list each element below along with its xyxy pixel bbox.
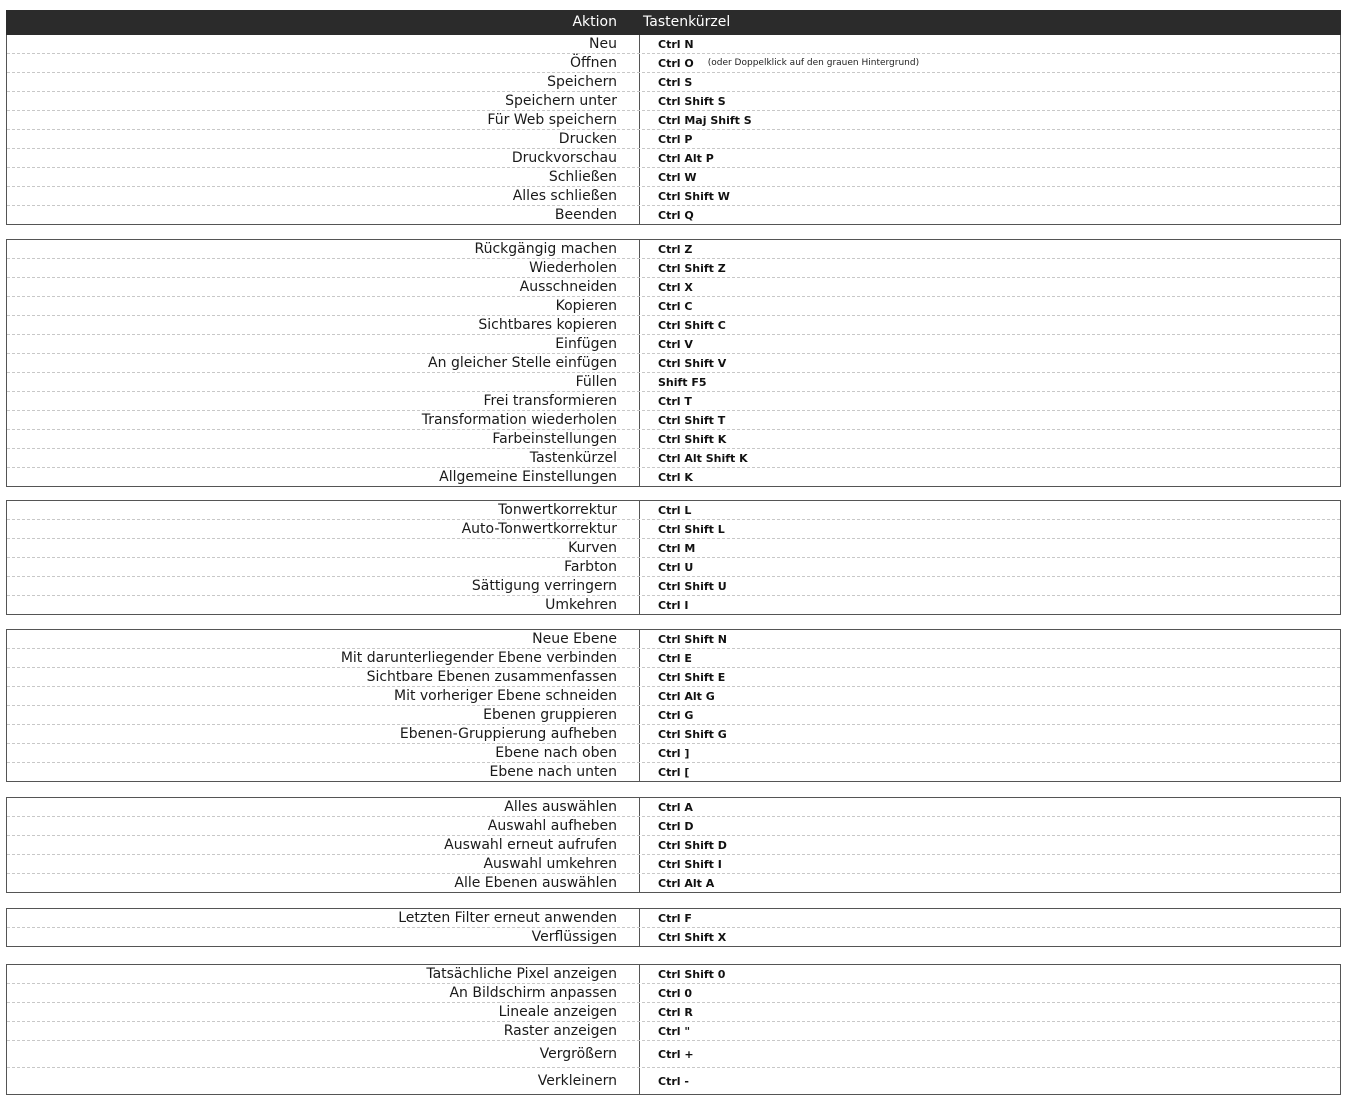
shortcut-keys: Ctrl O bbox=[658, 56, 694, 70]
shortcut-keys: Ctrl Shift V bbox=[658, 356, 727, 370]
table-row bbox=[7, 668, 1340, 687]
action-cell: Letzten Filter erneut anwenden bbox=[7, 909, 640, 927]
shortcut-cell bbox=[640, 798, 693, 816]
shortcut-cell bbox=[640, 668, 725, 686]
shortcut-keys: Ctrl L bbox=[658, 503, 692, 517]
table-row bbox=[7, 744, 1340, 763]
table-row bbox=[7, 687, 1340, 706]
shortcut-keys: Ctrl M bbox=[658, 541, 696, 555]
shortcut-keys: Ctrl Shift 0 bbox=[658, 967, 726, 981]
shortcut-cell bbox=[640, 468, 693, 486]
action-cell: Ebene nach unten bbox=[7, 763, 640, 781]
shortcut-cell bbox=[640, 928, 726, 946]
action-cell: Beenden bbox=[7, 206, 640, 224]
action-cell: Farbeinstellungen bbox=[7, 430, 640, 448]
shortcut-cell bbox=[640, 855, 722, 873]
action-cell: An Bildschirm anpassen bbox=[7, 984, 640, 1002]
action-cell: Einfügen bbox=[7, 335, 640, 353]
action-cell: An gleicher Stelle einfügen bbox=[7, 354, 640, 372]
shortcut-keys: Ctrl Shift N bbox=[658, 632, 727, 646]
shortcut-keys: Ctrl Z bbox=[658, 242, 693, 256]
table-row bbox=[7, 1003, 1340, 1022]
action-cell: Ausschneiden bbox=[7, 278, 640, 296]
action-cell: Farbton bbox=[7, 558, 640, 576]
action-cell: Tonwertkorrektur bbox=[7, 501, 640, 519]
shortcut-cell bbox=[640, 335, 693, 353]
shortcut-keys: Ctrl G bbox=[658, 708, 694, 722]
shortcut-cell bbox=[640, 1068, 689, 1094]
table-row bbox=[7, 501, 1340, 520]
shortcut-keys: Shift F5 bbox=[658, 375, 707, 389]
shortcut-keys: Ctrl Alt A bbox=[658, 876, 715, 890]
action-cell: Ebenen-Gruppierung aufheben bbox=[7, 725, 640, 743]
shortcut-cell bbox=[640, 92, 726, 110]
shortcut-keys: Ctrl Shift I bbox=[658, 857, 722, 871]
table-row bbox=[7, 259, 1340, 278]
action-cell: Vergrößern bbox=[7, 1041, 640, 1067]
shortcut-cell bbox=[640, 73, 692, 91]
shortcut-group bbox=[6, 908, 1341, 947]
shortcut-cell bbox=[640, 501, 691, 519]
table-row bbox=[7, 316, 1340, 335]
table-row bbox=[7, 836, 1340, 855]
shortcut-keys: Ctrl E bbox=[658, 651, 692, 665]
action-cell: Mit vorheriger Ebene schneiden bbox=[7, 687, 640, 705]
shortcut-cell bbox=[640, 206, 694, 224]
table-row bbox=[7, 149, 1340, 168]
shortcut-cell bbox=[640, 744, 689, 762]
table-row bbox=[7, 630, 1340, 649]
table-row bbox=[7, 449, 1340, 468]
shortcut-keys: Ctrl Q bbox=[658, 208, 694, 222]
shortcut-keys: Ctrl V bbox=[658, 337, 693, 351]
shortcut-keys: Ctrl C bbox=[658, 299, 693, 313]
action-cell: Mit darunterliegender Ebene verbinden bbox=[7, 649, 640, 667]
action-cell: Transformation wiederholen bbox=[7, 411, 640, 429]
table-row bbox=[7, 411, 1340, 430]
shortcut-cell bbox=[640, 149, 714, 167]
action-cell: Auto-Tonwertkorrektur bbox=[7, 520, 640, 538]
shortcut-keys: Ctrl I bbox=[658, 598, 689, 612]
shortcut-cell bbox=[640, 392, 692, 410]
action-cell: Alle Ebenen auswählen bbox=[7, 874, 640, 892]
shortcut-cell bbox=[640, 630, 727, 648]
action-cell: Neue Ebene bbox=[7, 630, 640, 648]
action-cell: Neu bbox=[7, 35, 640, 53]
shortcut-keys: Ctrl ] bbox=[658, 746, 690, 760]
shortcut-keys: Ctrl D bbox=[658, 819, 694, 833]
shortcut-keys: Ctrl Shift D bbox=[658, 838, 727, 852]
shortcut-keys: Ctrl Shift Z bbox=[658, 261, 726, 275]
table-row bbox=[7, 984, 1340, 1003]
shortcut-keys: Ctrl F bbox=[658, 911, 692, 925]
action-cell: Für Web speichern bbox=[7, 111, 640, 129]
shortcut-note: (oder Doppelklick auf den grauen Hintergrund) bbox=[707, 58, 920, 68]
table-row bbox=[7, 706, 1340, 725]
shortcut-keys: Ctrl T bbox=[658, 394, 692, 408]
action-cell: Alles schließen bbox=[7, 187, 640, 205]
shortcut-keys: Ctrl Alt Shift K bbox=[658, 451, 748, 465]
shortcut-group bbox=[6, 35, 1341, 225]
shortcut-cell bbox=[640, 649, 692, 667]
shortcut-keys: Ctrl + bbox=[658, 1047, 694, 1061]
shortcut-cell bbox=[640, 278, 693, 296]
shortcut-cell bbox=[640, 577, 727, 595]
shortcut-group bbox=[6, 629, 1341, 782]
table-row bbox=[7, 1041, 1340, 1068]
table-row bbox=[7, 297, 1340, 316]
action-cell: Drucken bbox=[7, 130, 640, 148]
shortcut-keys: Ctrl Shift U bbox=[658, 579, 727, 593]
shortcut-keys: Ctrl Shift S bbox=[658, 94, 726, 108]
shortcut-cell bbox=[640, 54, 919, 72]
table-row bbox=[7, 187, 1340, 206]
action-cell: Auswahl aufheben bbox=[7, 817, 640, 835]
table-row bbox=[7, 206, 1340, 224]
shortcut-keys: Ctrl [ bbox=[658, 765, 690, 779]
table-row bbox=[7, 928, 1340, 946]
shortcut-cell bbox=[640, 1003, 693, 1021]
action-cell: Tastenkürzel bbox=[7, 449, 640, 467]
shortcut-group bbox=[6, 500, 1341, 615]
shortcut-keys: Ctrl K bbox=[658, 470, 693, 484]
shortcut-group bbox=[6, 964, 1341, 1095]
table-row bbox=[7, 539, 1340, 558]
table-row bbox=[7, 430, 1340, 449]
table-row bbox=[7, 874, 1340, 892]
shortcut-group bbox=[6, 239, 1341, 487]
table-row bbox=[7, 278, 1340, 297]
table-row bbox=[7, 909, 1340, 928]
table-row bbox=[7, 577, 1340, 596]
action-cell: Tatsächliche Pixel anzeigen bbox=[7, 965, 640, 983]
shortcut-cell bbox=[640, 130, 692, 148]
action-cell: Speichern bbox=[7, 73, 640, 91]
action-cell: Auswahl erneut aufrufen bbox=[7, 836, 640, 854]
shortcut-cell bbox=[640, 430, 726, 448]
shortcut-keys: Ctrl Shift K bbox=[658, 432, 727, 446]
shortcut-cell bbox=[640, 687, 715, 705]
table-row bbox=[7, 54, 1340, 73]
shortcut-cell bbox=[640, 763, 689, 781]
action-cell: Wiederholen bbox=[7, 259, 640, 277]
action-cell: Druckvorschau bbox=[7, 149, 640, 167]
table-row bbox=[7, 520, 1340, 539]
shortcut-group bbox=[6, 797, 1341, 893]
action-cell: Rückgängig machen bbox=[7, 240, 640, 258]
action-cell: Speichern unter bbox=[7, 92, 640, 110]
shortcut-keys: Ctrl P bbox=[658, 132, 693, 146]
shortcut-keys: Ctrl Shift X bbox=[658, 930, 727, 944]
shortcut-cell bbox=[640, 316, 726, 334]
shortcut-keys: Ctrl Shift T bbox=[658, 413, 726, 427]
table-row bbox=[7, 965, 1340, 984]
table-row bbox=[7, 373, 1340, 392]
shortcut-cell bbox=[640, 449, 748, 467]
table-row bbox=[7, 1068, 1340, 1094]
table-row bbox=[7, 168, 1340, 187]
action-cell: Sichtbare Ebenen zusammenfassen bbox=[7, 668, 640, 686]
shortcut-keys: Ctrl " bbox=[658, 1024, 691, 1038]
shortcut-keys: Ctrl Alt P bbox=[658, 151, 714, 165]
column-header-shortcut: Tastenkürzel bbox=[643, 14, 731, 30]
table-row bbox=[7, 817, 1340, 836]
shortcut-keys: Ctrl W bbox=[658, 170, 697, 184]
shortcut-cell bbox=[640, 725, 727, 743]
column-header-action: Aktion bbox=[572, 14, 617, 30]
shortcut-cell bbox=[640, 874, 714, 892]
shortcut-keys: Ctrl - bbox=[658, 1074, 689, 1088]
shortcut-cell bbox=[640, 373, 707, 391]
shortcut-cell bbox=[640, 984, 692, 1002]
shortcut-keys: Ctrl Shift G bbox=[658, 727, 727, 741]
action-cell: Kurven bbox=[7, 539, 640, 557]
action-cell: Frei transformieren bbox=[7, 392, 640, 410]
table-row bbox=[7, 468, 1340, 486]
shortcut-cell bbox=[640, 520, 725, 538]
shortcut-cell bbox=[640, 259, 726, 277]
action-cell: Öffnen bbox=[7, 54, 640, 72]
action-cell: Füllen bbox=[7, 373, 640, 391]
table-row bbox=[7, 92, 1340, 111]
table-header bbox=[6, 10, 1341, 35]
shortcut-cell bbox=[640, 187, 730, 205]
action-cell: Verflüssigen bbox=[7, 928, 640, 946]
action-cell: Ebene nach oben bbox=[7, 744, 640, 762]
table-row bbox=[7, 763, 1340, 781]
shortcut-keys: Ctrl Shift L bbox=[658, 522, 725, 536]
shortcut-keys: Ctrl S bbox=[658, 75, 693, 89]
table-row bbox=[7, 354, 1340, 373]
action-cell: Auswahl umkehren bbox=[7, 855, 640, 873]
table-row bbox=[7, 558, 1340, 577]
shortcut-cell bbox=[640, 539, 695, 557]
table-row bbox=[7, 596, 1340, 614]
action-cell: Verkleinern bbox=[7, 1068, 640, 1094]
shortcut-keys: Ctrl N bbox=[658, 37, 694, 51]
action-cell: Allgemeine Einstellungen bbox=[7, 468, 640, 486]
shortcut-keys: Ctrl R bbox=[658, 1005, 693, 1019]
shortcut-cell bbox=[640, 354, 726, 372]
shortcut-cell bbox=[640, 111, 752, 129]
action-cell: Sättigung verringern bbox=[7, 577, 640, 595]
shortcut-cell bbox=[640, 297, 692, 315]
table-row bbox=[7, 240, 1340, 259]
action-cell: Schließen bbox=[7, 168, 640, 186]
table-row bbox=[7, 73, 1340, 92]
shortcut-keys: Ctrl Shift C bbox=[658, 318, 726, 332]
shortcut-keys: Ctrl Shift W bbox=[658, 189, 730, 203]
shortcut-cell bbox=[640, 909, 692, 927]
table-row bbox=[7, 130, 1340, 149]
shortcut-cell bbox=[640, 35, 694, 53]
action-cell: Lineale anzeigen bbox=[7, 1003, 640, 1021]
shortcut-cell bbox=[640, 240, 692, 258]
table-row bbox=[7, 725, 1340, 744]
action-cell: Raster anzeigen bbox=[7, 1022, 640, 1040]
shortcut-cell bbox=[640, 965, 725, 983]
table-row bbox=[7, 798, 1340, 817]
table-row bbox=[7, 111, 1340, 130]
table-row bbox=[7, 1022, 1340, 1041]
shortcut-keys: Ctrl 0 bbox=[658, 986, 693, 1000]
shortcut-cell bbox=[640, 411, 725, 429]
shortcut-cell bbox=[640, 596, 688, 614]
shortcut-keys: Ctrl X bbox=[658, 280, 693, 294]
shortcut-keys: Ctrl A bbox=[658, 800, 693, 814]
shortcut-cell bbox=[640, 817, 694, 835]
table-row bbox=[7, 35, 1340, 54]
shortcut-keys: Ctrl Shift E bbox=[658, 670, 726, 684]
action-cell: Kopieren bbox=[7, 297, 640, 315]
action-cell: Sichtbares kopieren bbox=[7, 316, 640, 334]
shortcut-keys: Ctrl U bbox=[658, 560, 694, 574]
shortcut-cell bbox=[640, 1022, 690, 1040]
table-row bbox=[7, 392, 1340, 411]
shortcut-cell bbox=[640, 168, 697, 186]
shortcut-cell bbox=[640, 1041, 694, 1067]
table-row bbox=[7, 649, 1340, 668]
shortcut-keys: Ctrl Maj Shift S bbox=[658, 113, 752, 127]
table-row bbox=[7, 335, 1340, 354]
action-cell: Umkehren bbox=[7, 596, 640, 614]
action-cell: Ebenen gruppieren bbox=[7, 706, 640, 724]
table-row bbox=[7, 855, 1340, 874]
shortcut-cell bbox=[640, 836, 727, 854]
shortcut-cell bbox=[640, 706, 693, 724]
shortcut-cell bbox=[640, 558, 693, 576]
action-cell: Alles auswählen bbox=[7, 798, 640, 816]
shortcut-keys: Ctrl Alt G bbox=[658, 689, 715, 703]
